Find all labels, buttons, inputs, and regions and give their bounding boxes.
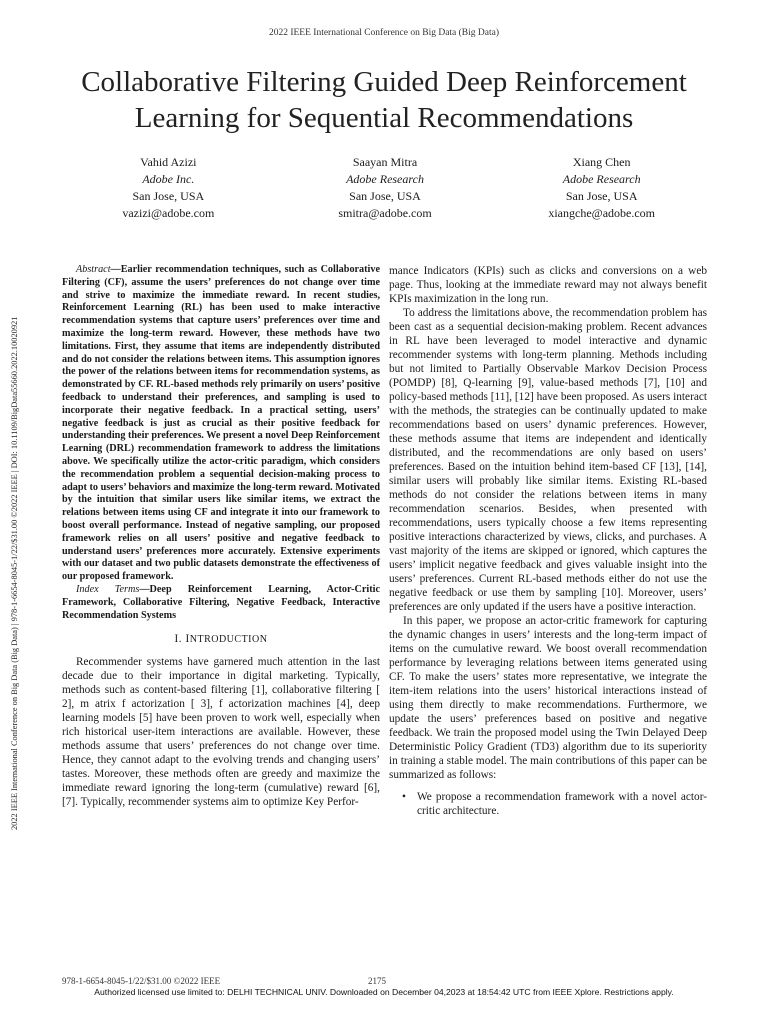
author-location: San Jose, USA [565, 189, 638, 203]
author-location: San Jose, USA [349, 189, 421, 203]
intro-paragraph-3: In this paper, we propose an actor-critic framework for capturing the dynamic changes in users’ interests and the long-term impact of items on the cumulative reward. We boost overall recommendation performance by leveraging relations between items generated using CF. To make the users’ states more representative, we integrate the item-item relations into the users’ historical interactions instead of using them directly to make recommendations. Furthermore, we update the users’ preferences based on positive and negative feedback. We train the proposed model using the Twin Delayed Deep Deterministic Policy Gradient (TD3) algorithm due to its superiority in training a stable model. The main contributions of this paper can be summarized as follows: [389, 615, 707, 781]
author-affiliation: Adobe Inc. [142, 172, 195, 186]
author-name: Vahid Azizi [140, 155, 197, 169]
paper-title: Collaborative Filtering Guided Deep Reinforcement Learning for Sequential Recommendations [81, 66, 687, 134]
side-doi-text: 2022 IEEE International Conference on Big Data (Big Data) | 978-1-6654-8045-1/22/$31.00 ©2022 IEEE | DOI: 10.1109/BigData55660.2022.10020921 [10, 316, 19, 830]
author-2 [277, 154, 494, 222]
author-email: smitra@adobe.com [338, 206, 432, 220]
footer-isbn: 978-1-6654-8045-1/22/$31.00 ©2022 IEEE [62, 976, 221, 986]
author-email: vazizi@adobe.com [122, 206, 215, 220]
index-terms-text: —Deep Reinforcement Learning, Actor-Critic Framework, Collaborative Filtering, Negative Feedback, Interactive Recommendation Systems [62, 583, 380, 621]
license-notice: Authorized licensed use limited to: DELHI TECHNICAL UNIV. Downloaded on December 04,2023 at 18:54:42 UTC from IEEE Xplore. Restrictions apply. [94, 987, 674, 997]
abstract-label: Abstract [76, 264, 111, 275]
intro-paragraph-1: Recommender systems have garnered much attention in the last decade due to their importance in digital marketing. Typically, methods such as content-based filtering [1], collaborative filtering [ 2], m atrix f actorization [ 3], f actorization machines [4], deep learning models [5] have been proven to work well, especially when rich historical user-item interactions are available. However, these methods assume that users’ preferences do not change over time. Hence, they cannot adapt to the evolving trends and changing users’ tastes. Moreover, these methods often are greedy and maximize the immediate reward ignoring the long-term (cumulative) reward [6], [7]. Typically, recommender systems aim to optimize Key Perfor- [62, 656, 380, 809]
contribution-bullet [389, 790, 707, 818]
section-heading-introduction [62, 632, 380, 647]
author-location: San Jose, USA [132, 189, 205, 203]
author-affiliation: Adobe Research [562, 172, 641, 186]
bullet-symbol: • [402, 791, 406, 803]
bullet-text: We propose a recommendation framework with a novel actor-critic architecture. [417, 791, 707, 817]
author-affiliation: Adobe Research [346, 172, 424, 186]
index-terms [62, 584, 380, 622]
author-name: Xiang Chen [572, 155, 631, 169]
section-first-letter: I [185, 633, 190, 646]
author-name: Saayan Mitra [352, 155, 418, 169]
index-terms-label: Index Terms [76, 583, 140, 595]
page-number: 2175 [368, 976, 386, 986]
abstract [62, 264, 380, 584]
intro-paragraph-2: To address the limitations above, the recommendation problem has been cast as a sequential decision-making problem. Recent advances in RL have been leveraged to model interactive and dynamic recommender systems with long-term planning. Methods including but not limited to Partially Observable Markov Decision Process (POMDP) [8], Q-learning [9], value-based methods [7], [10] and policy-based methods [11], [12] have been proposed. As users interact with the methods, the strategies can be continually updated to make recommendations based on users’ dynamic preferences. However, these methods assume that items are independent and identically distributed, and the recommendations are only based on users’ preferences. Based on the intuition behind item-based CF [13], [14], similar users will probably like similar items. Existing RL-based methods do not consider the relations between items in many recommendation scenarios. Besides, when presented with recommendations, users typically choose a few items representing positive interactions characterized by views, clicks, and purchases. A vast majority of the items are skipped or ignored, which captures the users’ implicit negative feedback and gives valuable insight into the users’ preferences. Current RL-based methods either do not use the negative feedback or use them by sampling [10]. Moreover, users’ preferences are only updated if the users have a positive interaction. [389, 307, 707, 613]
left-column [62, 264, 380, 809]
intro-paragraph-continued: mance Indicators (KPIs) such as clicks and conversions on a web page. Thus, looking at the immediate reward may not always benefit KPIs maximization in the long run. [389, 265, 707, 305]
author-1 [60, 154, 277, 222]
section-title-rest: NTRODUCTION [189, 634, 268, 646]
author-3 [493, 154, 710, 222]
abstract-text: —Earlier recommendation techniques, such as Collaborative Filtering (CF), assume the users’ preferences do not change over time and strive to maximize the immediate reward. In recent studies, Reinforcement Learning (RL) has been used to make interactive recommendation systems that capture users’ preferences over time and maximize the long-term reward. However, these methods have two limitations. First, they assume that items are independently distributed and do not consider the relations between items. This assumption ignores the power of the relations between items for recommendation systems, as demonstrated by CF. RL-based methods rely primarily on users’ positive feedback to understand their preferences, and sampling is used to incorporate their negative feedback. In a practical setting, users’ negative feedback is just as crucial as their positive feedback for understanding their preferences. We present a novel Deep Reinforcement Learning (DRL) recommendation framework to address the limitations above. We specifically utilize the actor-critic paradigm, which considers the recommendation problem a sequential decision-making process to adapt to users’ behaviors and maximize the long-term reward. Motivated by the intuition that similar users like similar items, we extract the relations between items using CF and integrate it into our framework to boost overall performance. Instead of negative sampling, our proposed framework relies on all users’ positive and negative feedback to understand users’ preferences more accurately. Extensive experiments with our dataset and two public datasets demonstrate the effectiveness of our proposed framework. [62, 264, 380, 583]
conference-header: 2022 IEEE International Conference on Big Data (Big Data) [268, 28, 500, 38]
section-number: I. [174, 633, 183, 646]
right-column [389, 264, 707, 818]
author-email: xiangche@adobe.com [548, 206, 656, 220]
author-block [60, 154, 710, 222]
